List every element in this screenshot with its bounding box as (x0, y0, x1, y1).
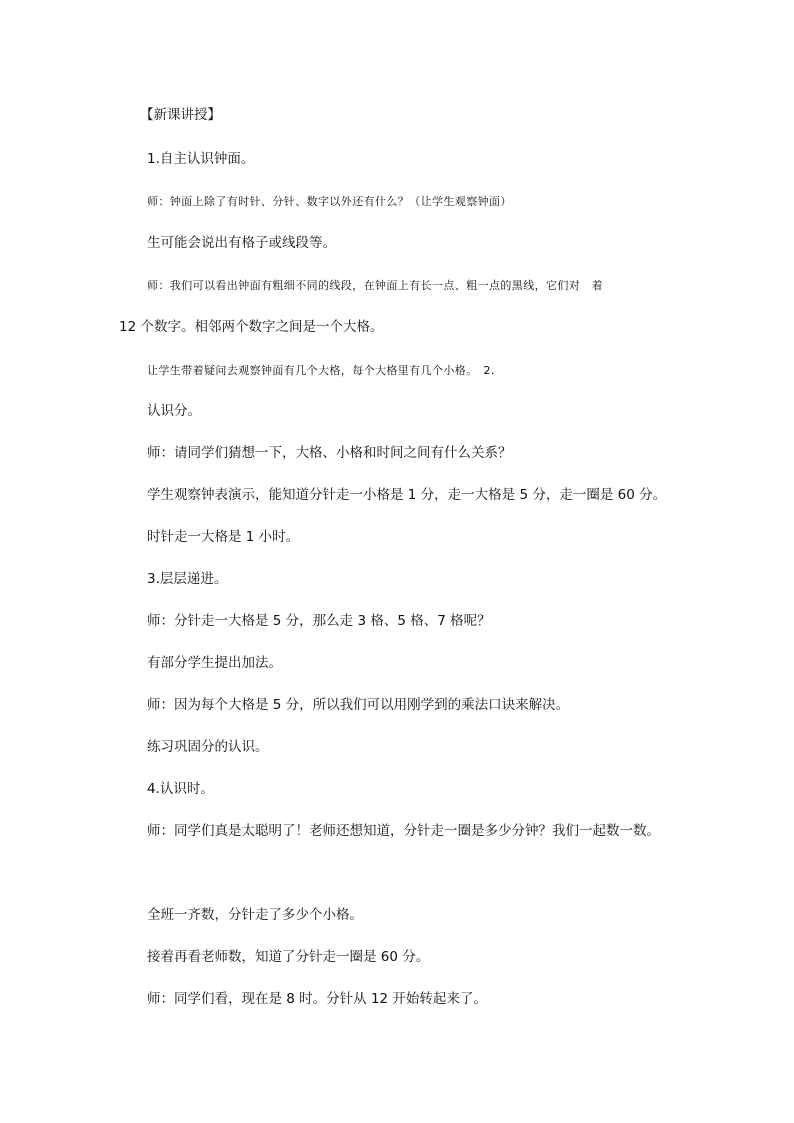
paragraph: 全班一齐数，分针走了多少个小格。 (147, 907, 363, 923)
paragraph: 生可能会说出有格子或线段等。 (147, 235, 336, 251)
section-heading: 【新课讲授】 (140, 107, 221, 123)
paragraph: 师：因为每个大格是 5 分，所以我们可以用刚学到的乘法口诀来解决。 (147, 697, 570, 713)
paragraph: 学生观察钟表演示，能知道分针走一小格是 1 分，走一大格是 5 分，走一圈是 60 分。 (147, 487, 667, 503)
paragraph: 接着再看老师数，知道了分针走一圈是 60 分。 (147, 949, 430, 965)
paragraph: 师：同学们真是太聪明了！老师还想知道，分针走一圈是多少分钟？我们一起数一数。 (147, 823, 660, 839)
paragraph: 12 个数字。相邻两个数字之间是一个大格。 (119, 319, 384, 335)
paragraph: 师：请同学们猜想一下，大格、小格和时间之间有什么关系？ (147, 445, 512, 461)
item-4-heading: 4.认识时。 (147, 781, 214, 797)
paragraph: 练习巩固分的认识。 (147, 739, 269, 755)
paragraph: 有部分学生提出加法。 (147, 655, 282, 671)
paragraph: 让学生带着疑问去观察钟面有几个大格，每个大格里有几个小格。 2. (147, 364, 495, 377)
paragraph: 师：钟面上除了有时针、分针、数字以外还有什么？（让学生观察钟面） (147, 195, 512, 208)
paragraph: 时针走一大格是 1 小时。 (147, 529, 300, 545)
item-1-heading: 1.自主认识钟面。 (147, 151, 255, 167)
item-2-heading: 认识分。 (147, 403, 201, 419)
item-3-heading: 3.层层递进。 (147, 571, 228, 587)
paragraph: 师：同学们看，现在是 8 时。分针从 12 开始转起来了。 (147, 991, 487, 1007)
paragraph: 师：分针走一大格是 5 分，那么走 3 格、5 格、7 格呢？ (147, 613, 491, 629)
paragraph: 师：我们可以看出钟面有粗细不同的线段，在钟面上有长一点、粗一点的黑线，它们对 着 (147, 279, 603, 292)
